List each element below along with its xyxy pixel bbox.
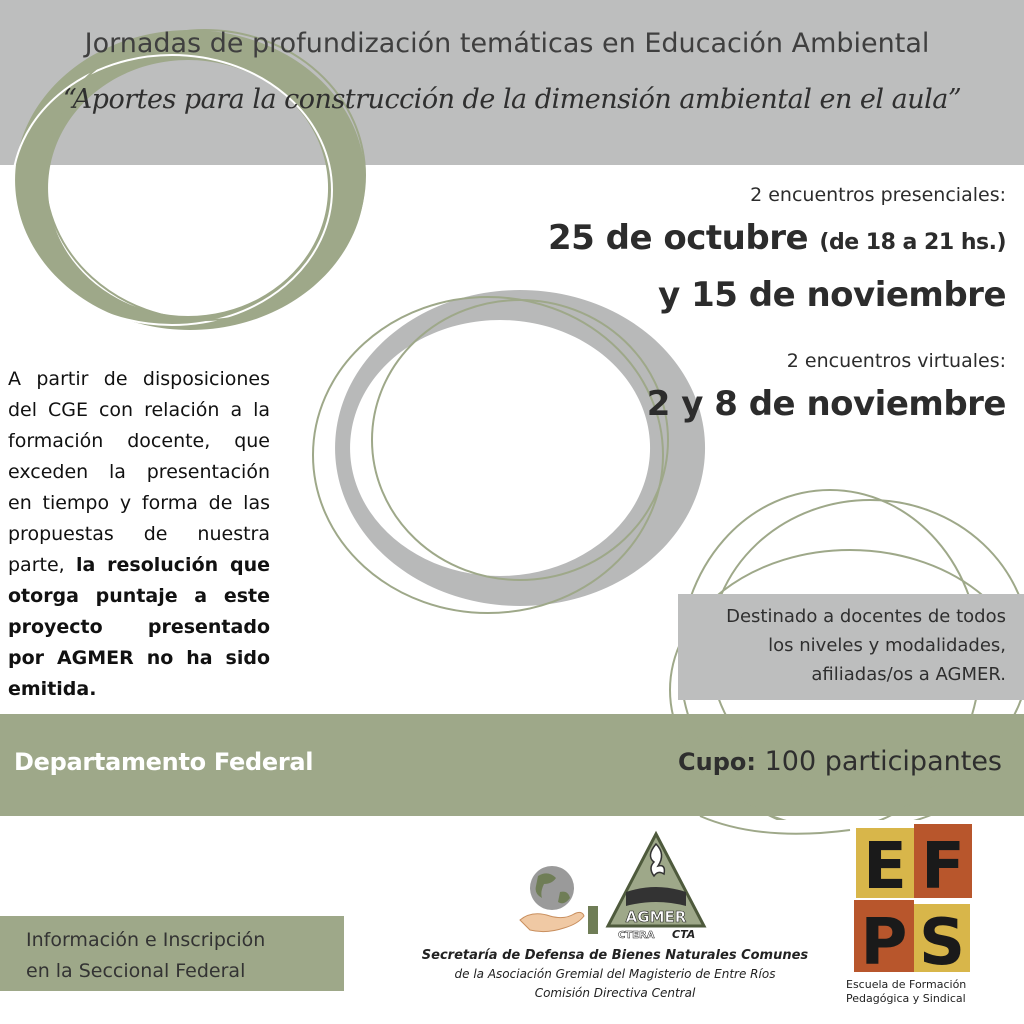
capacity xyxy=(678,746,1002,777)
efps-letter-e: E xyxy=(863,830,907,904)
organization-line-1: Secretaría de Defensa de Bienes Naturales Comunes xyxy=(421,948,809,963)
gray-rings xyxy=(313,290,705,613)
in-person-label: 2 encuentros presenciales: xyxy=(750,184,1006,206)
department-name: Departamento Federal xyxy=(14,748,314,776)
organization-credits xyxy=(408,946,822,1003)
first-date-day: 25 de octubre xyxy=(548,218,809,258)
notice-intro: A partir de disposiciones del CGE con relación a la formación docente, que exceden la presentación en tiempo y forma de las propuestas de nuestra parte, xyxy=(8,368,270,576)
info-text xyxy=(26,925,336,987)
efps-name-line-2: Pedagógica y Sindical xyxy=(846,992,966,1005)
efps-letter-p: P xyxy=(860,906,908,980)
audience-line-3: afiliadas/os a AGMER. xyxy=(811,664,1006,685)
info-line-2: en la Seccional Federal xyxy=(26,960,246,982)
audience-line-2: los niveles y modalidades, xyxy=(768,635,1006,656)
second-date: y 15 de noviembre xyxy=(658,275,1006,315)
notice-paragraph xyxy=(8,364,270,705)
organization-line-2: de la Asociación Gremial del Magisterio de Entre Ríos xyxy=(454,967,776,981)
agmer-logo-text: AGMER xyxy=(625,908,687,926)
first-date-time: (de 18 a 21 hs.) xyxy=(819,230,1006,255)
cta-text: CTA xyxy=(672,928,696,941)
efps-name-line-1: Escuela de Formación xyxy=(846,978,967,991)
capacity-value: 100 participantes xyxy=(764,746,1002,777)
first-date xyxy=(548,218,1006,258)
efps-name xyxy=(846,978,986,1006)
virtual-dates: 2 y 8 de noviembre xyxy=(646,384,1006,424)
virtual-label: 2 encuentros virtuales: xyxy=(786,350,1006,372)
efps-letter-s: S xyxy=(918,906,966,980)
capacity-label: Cupo: xyxy=(678,748,756,776)
audience-text xyxy=(666,602,1006,689)
hand-globe-icon xyxy=(516,862,600,942)
ctera-text: CTERA xyxy=(618,930,655,941)
notice-emphasis: la resolución que otorga puntaje a este proyecto presentado por AGMER no ha sido emitida. xyxy=(8,554,270,700)
gray-ring-fill xyxy=(335,290,705,606)
green-ring-fill xyxy=(15,30,365,330)
agmer-logo-icon xyxy=(604,830,708,944)
info-line-1: Información e Inscripción xyxy=(26,929,266,951)
efps-letter-f: F xyxy=(921,830,965,904)
event-subtitle: “Aportes para la construcción de la dimensión ambiental en el aula” xyxy=(62,84,962,115)
audience-line-1: Destinado a docentes de todos xyxy=(726,606,1006,627)
green-rings xyxy=(12,30,365,330)
event-title: Jornadas de profundización temáticas en Educación Ambiental xyxy=(84,28,930,59)
organization-line-3: Comisión Directiva Central xyxy=(534,986,696,1000)
